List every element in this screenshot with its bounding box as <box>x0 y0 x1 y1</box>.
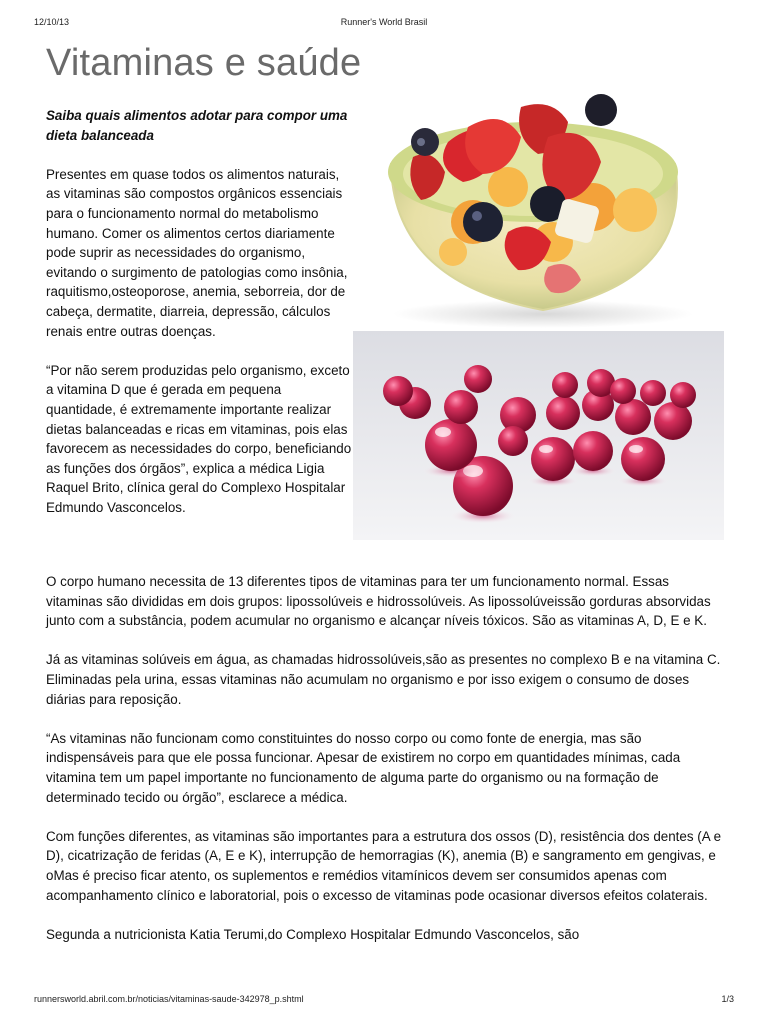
article-paragraph-3: O corpo humano necessita de 13 diferentes tipos de vitaminas para ter um funcionamento normal. Essas vitaminas são divididas em dois grupos: lipossolúveis e hidrossolúveis. As lipossolúveissão gorduras absorvidas junto com a substância, podem acumular no organismo e alcançar níveis tóxicos. São as vitaminas A, D, E e K. <box>46 574 711 629</box>
article-paragraph-7: Segunda a nutricionista Katia Terumi,do Complexo Hospitalar Edmundo Vasconcelos, são <box>46 926 580 942</box>
print-footer <box>34 994 734 1006</box>
print-header <box>34 17 734 31</box>
article-paragraph-2: “Por não serem produzidas pelo organismo, exceto a vitamina D que é gerada em pequena quantidade, é extremamente importante realizar dietas balanceadas e ricas em vitaminas, pois elas favorecem as necessidades do corpo, beneficiando as funções dos órgãos”, explica a médica Ligia Raquel Brito, clínica geral do Complexo Hospitalar Edmundo Vasconcelos. <box>46 362 352 515</box>
article-paragraph-6: Com funções diferentes, as vitaminas são importantes para a estrutura dos ossos (D), resistência dos dentes (A e D), cicatrização de feridas (A, E e K), interrupção de hemorragias (K), anemia (B) e sangramento em gengivas, e oMas é preciso ficar atento, os suplementos e remédios vitamínicos devem ser consumidos apenas com acompanhamento clínico e laboratorial, pois o excesso de vitaminas pode ocasionar diversos efeitos colaterais. <box>46 828 722 903</box>
article-paragraph-5: “As vitaminas não funcionam como constituintes do nosso corpo ou como fonte de energia, mas são indispensáveis para que ele possa funcionar. Apesar de existirem no corpo em quantidades mínimas, cada vitamina tem um papel importante no funcionamento de alguma parte do organismo ou na formação de determinado tecido ou órgão”, esclarece a médica. <box>46 730 681 805</box>
article-title: Vitaminas e saúde <box>46 42 362 84</box>
article-intro-column <box>46 106 352 537</box>
print-url: runnersworld.abril.com.br/noticias/vitaminas-saude-342978_p.shtml <box>34 994 304 1004</box>
article-subtitle: Saiba quais alimentos adotar para compor uma dieta balanceada <box>46 108 348 143</box>
article-paragraph-1: Presentes em quase todos os alimentos naturais, as vitaminas são compostos orgânicos essenciais para o funcionamento normal do metabolismo humano. Comer os alimentos certos diariamente pode suprir as necessidades do organismo, evitando o surgimento de patologias como insônia, raquitismo,osteoporose, anemia, seborreia, dor de cabeça, dermatite, diarreia, depressão, cálculos renais entre outras doenças. <box>46 166 348 339</box>
print-page-number: 1/3 <box>721 994 734 1004</box>
print-date: 12/10/13 <box>34 17 70 27</box>
article-body <box>46 572 726 964</box>
fruit-salad-in-melon-image <box>353 92 724 331</box>
red-vitamin-capsules-image <box>353 331 724 540</box>
print-site-name: Runner's World Brasil <box>340 17 428 27</box>
article-paragraph-4: Já as vitaminas solúveis em água, as chamadas hidrossolúveis,são as presentes no complexo B e na vitamina C. Eliminadas pela urina, essas vitaminas não acumulam no organismo e por isso exigem o consumo de doses diárias para reposição. <box>46 652 721 707</box>
